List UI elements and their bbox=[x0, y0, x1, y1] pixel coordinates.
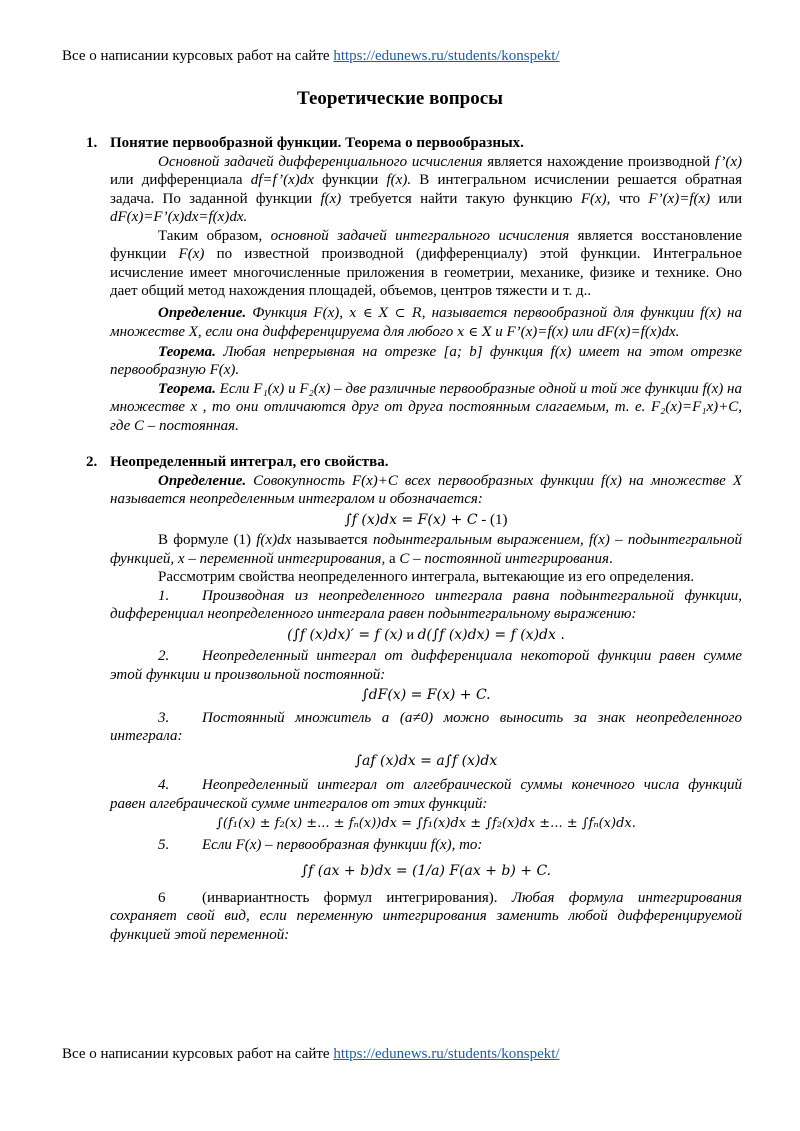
paragraph: Рассмотрим свойства неопределенного интеграла, вытекающие из его определения. bbox=[158, 569, 695, 585]
formula-6: ∫f (ax + b)dx = (1/a) F(ax + b) + C. bbox=[300, 863, 552, 879]
document-body bbox=[86, 134, 742, 944]
definition: Определение. Совокупность F(x)+C всех первообразных функции f(x) на множестве X называется неопределенным интегралом и обозначается: bbox=[110, 472, 742, 507]
theorem: Теорема. Если F₁(x) и F₂(x) – две различные первообразные одной и той же функции f(x) на множестве x , то они отличаются друг от друга постоянным слагаемым, т. е. F₂(x)=F₁x)+C, где C – постоянная. bbox=[110, 380, 742, 434]
paragraph: Таким образом, основной задачей интегрального исчисления является восстановление функции F(x) по известной производной (дифференциалу) этой функции. Интегральное исчисление имеет многочисленные приложения в геометрии, механике, физике и технике. Оно дает общий метод нахождения площадей, объемов, центров тяжести и т. д.. bbox=[110, 227, 742, 299]
section-number: 1. bbox=[86, 135, 98, 151]
formula-4: ∫af (x)dx = a∫f (x)dx bbox=[354, 752, 498, 769]
section-title: Понятие первообразной функции. Теорема о первообразных. bbox=[110, 135, 524, 151]
section-2-heading bbox=[86, 453, 742, 472]
page-header bbox=[62, 48, 560, 65]
formula-1: ∫f (x)dx = F(x) + C - (1) bbox=[344, 511, 508, 528]
formula-3: ∫dF(x) = F(x) + C. bbox=[361, 687, 491, 703]
definition: Определение. Функция F(x), x ∈ X ⊂ R, называется первообразной для функции f(x) на множестве X, если она дифференцируема для любого x ∈ X и F’(x)=f(x) или dF(x)=f(x)dx. bbox=[110, 304, 742, 340]
spacer bbox=[110, 435, 742, 453]
header-link[interactable]: https://edunews.ru/students/konspekt/ bbox=[333, 48, 560, 64]
section-1-heading bbox=[86, 134, 742, 153]
list-item: 1. Производная из неопределенного интеграла равна подынтегральной функции, дифференциал неопределенного интеграла равен подынтегральному выражению: bbox=[110, 587, 742, 622]
list-item: 5. Если F(x) – первообразная функции f(x), то: bbox=[158, 836, 483, 853]
list-item: 6 (инвариантность формул интегрирования). Любая формула интегрирования сохраняет свой вид, если переменную интегрирования заменить любой дифференцируемой функцией этой переменной: bbox=[110, 889, 742, 943]
formula-2: (∫f (x)dx)′ = f (x) и d(∫f (x)dx) = f (x)dx . bbox=[287, 626, 565, 643]
list-item: 2. Неопределенный интеграл от дифференциала некоторой функции равен сумме этой функции и произвольной постоянной: bbox=[110, 648, 742, 683]
formula-5: ∫(f₁(x) ± f₂(x) ±... ± fₙ(x))dx = ∫f₁(x)dx ± ∫f₂(x)dx ±... ± ∫fₙ(x)dx. bbox=[216, 816, 636, 831]
paragraph: Основной задачей дифференциального исчисления является нахождение производной f’(x) или дифференциала df=f’(x)dx функции f(x). В интегральном исчислении решается обратная задача. По заданной функции f(x) требуется найти такую функцию F(x), что F’(x)=f(x) или dF(x)=F’(x)dx=f(x)dx. bbox=[110, 153, 742, 225]
footer-link[interactable]: https://edunews.ru/students/konspekt/ bbox=[333, 1046, 560, 1062]
theorem: Теорема. Любая непрерывная на отрезке [a; b] функция f(x) имеет на этом отрезке первообразную F(x). bbox=[110, 343, 742, 378]
list-item: 3. Постоянный множитель a (a≠0) можно выносить за знак неопределенного интеграла: bbox=[110, 709, 742, 744]
page-footer bbox=[62, 1046, 560, 1063]
header-text: Все о написании курсовых работ на сайте bbox=[62, 48, 334, 64]
page-title: Теоретические вопросы bbox=[297, 88, 503, 109]
section-number: 2. bbox=[86, 454, 98, 470]
section-title: Неопределенный интеграл, его свойства. bbox=[110, 454, 389, 470]
list-item: 4. Неопределенный интеграл от алгебраической суммы конечного числа функций равен алгебраической сумме интегралов от этих функций: bbox=[110, 777, 742, 812]
paragraph: В формуле (1) f(x)dx называется подынтегральным выражением, f(x) – подынтегральной функцией, x – переменной интегрирования, а C – постоянной интегрирования. bbox=[110, 532, 742, 567]
footer-text: Все о написании курсовых работ на сайте bbox=[62, 1046, 334, 1062]
